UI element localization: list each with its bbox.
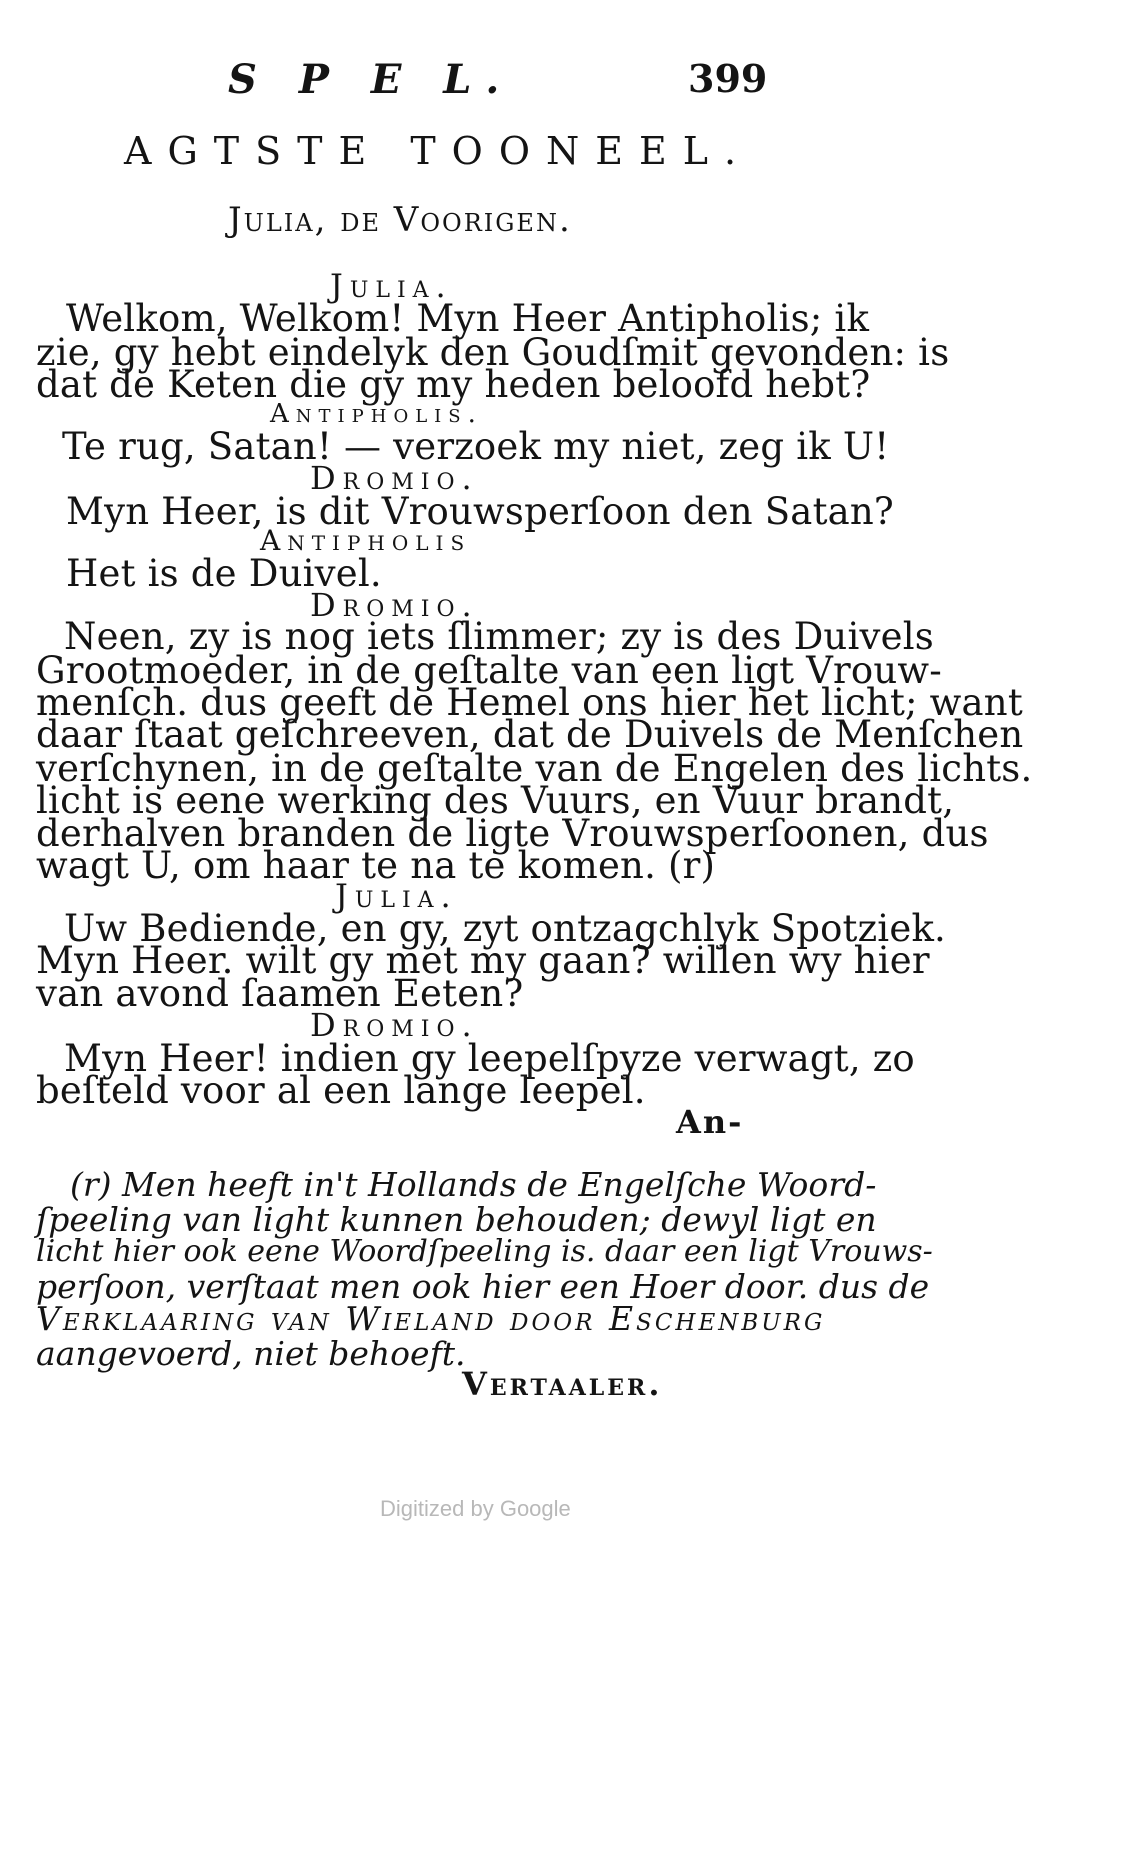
dialogue-line: daar ſtaat geſchreeven, dat de Duivels de Menſchen: [36, 713, 1024, 756]
translator-signature: Vertaaler.: [462, 1365, 663, 1403]
digitized-by-google-watermark: Digitized by Google: [380, 1496, 571, 1521]
speaker-name: Dromio.: [310, 1006, 479, 1044]
footnote-line: perſoon, verſtaat men ook hier een Hoer door. dus de: [36, 1267, 930, 1306]
footnote-line: ſpeeling van light kunnen behouden; dewyl ligt en: [36, 1200, 877, 1239]
dialogue-line: Neen, zy is nog iets ſlimmer; zy is des Duivels: [64, 615, 934, 658]
footnote-line: licht hier ook eene Woordſpeeling is. daar een ligt Vrouws-: [36, 1234, 933, 1269]
scene-characters: Julia, de Voorigen.: [228, 200, 572, 240]
dialogue-line: beſteld voor al een lange leepel.: [36, 1069, 646, 1112]
dialogue-line: verſchynen, in de geſtalte van de Engelen des lichts.: [36, 747, 1033, 790]
speaker-name: Antipholis: [260, 524, 472, 557]
dialogue-line: van avond ſaamen Eeten?: [36, 972, 524, 1015]
dialogue-line: Uw Bediende, en gy, zyt ontzagchlyk Spotziek.: [64, 907, 947, 950]
catchword: An-: [676, 1103, 744, 1141]
page-number: 399: [688, 56, 768, 101]
dialogue-line: Te rug, Satan! — verzoek my niet, zeg ik U!: [62, 425, 890, 468]
speaker-name: Dromio.: [310, 459, 479, 497]
speaker-name: Julia.: [330, 267, 453, 305]
footnote-line: aangevoerd, niet behoeft.: [36, 1334, 466, 1373]
dialogue-line: wagt U, om haar te na te komen. (r): [36, 844, 716, 887]
scene-title: AGTSTE TOONEEL.: [124, 129, 753, 173]
dialogue-line: Myn Heer, is dit Vrouwsperſoon den Satan?: [66, 490, 894, 533]
dialogue-line: Myn Heer! indien gy leepelſpyze verwagt, zo: [64, 1037, 915, 1080]
dialogue-line: Welkom, Welkom! Myn Heer Antipholis; ik: [66, 297, 870, 340]
dialogue-line: dat de Keten die gy my heden beloofd hebt?: [36, 363, 871, 406]
dialogue-line: Grootmoeder, in de geſtalte van een ligt Vrouw-: [36, 649, 942, 692]
speaker-name: Antipholis.: [270, 399, 483, 429]
dialogue-line: Myn Heer. wilt gy met my gaan? willen wy hier: [36, 939, 930, 982]
dialogue-line: zie, gy hebt eindelyk den Goudſmit gevonden: is: [36, 331, 950, 374]
dialogue-line: Het is de Duivel.: [66, 552, 382, 595]
speaker-name: Julia.: [335, 877, 458, 915]
running-title: S P E L.: [228, 56, 514, 103]
footnote-line: Verklaaring van Wieland door Eschenburg: [36, 1299, 826, 1338]
dialogue-line: derhalven branden de ligte Vrouwsperſoonen, dus: [36, 812, 989, 855]
footnote-line: (r) Men heeft in't Hollands de Engelſche Woord-: [70, 1165, 877, 1204]
speaker-name: Dromio.: [310, 586, 479, 624]
dialogue-line: menſch. dus geeft de Hemel ons hier het licht; want: [36, 681, 1023, 724]
dialogue-line: licht is eene werking des Vuurs, en Vuur brandt,: [36, 779, 955, 822]
